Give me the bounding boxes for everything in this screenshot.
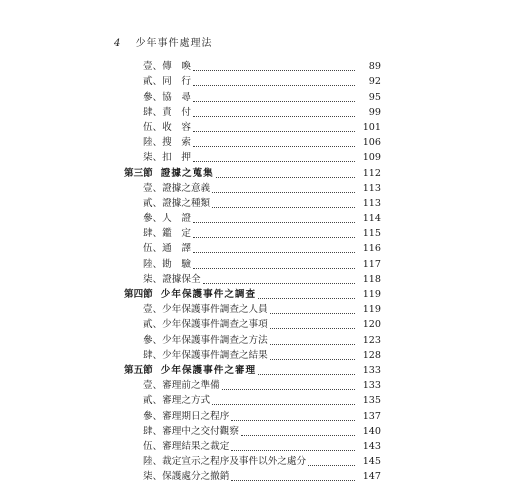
toc-entry-label: 伍、審理結果之裁定 (143, 440, 230, 452)
dot-leader (193, 69, 355, 71)
toc-page-number: 109 (362, 152, 381, 164)
toc-page-number: 106 (362, 137, 381, 149)
page-number: 4 (114, 38, 122, 49)
toc-page-number: 119 (362, 304, 381, 316)
section-title: 證據之蒐集 (160, 167, 214, 179)
toc-page-number: 113 (362, 197, 381, 209)
toc-entry-label: 貳、審理之方式 (143, 395, 211, 407)
toc-entry-row (0, 225, 520, 240)
dot-leader (212, 191, 355, 193)
dot-leader (258, 297, 355, 299)
toc-entry-label: 柒、扣 押 (143, 152, 191, 164)
toc-section-row (0, 362, 520, 377)
toc-page-number: 147 (362, 471, 381, 483)
toc-page-number: 145 (362, 456, 381, 468)
toc-entry-label: 肆、審理中之交付觀察 (143, 425, 239, 437)
toc-entry-row (0, 73, 520, 88)
toc-entry-label: 肆、責 付 (143, 106, 191, 118)
toc-page-number: 137 (362, 410, 381, 422)
dot-leader (231, 479, 355, 481)
dot-leader (270, 312, 355, 314)
toc-entry-label: 參、少年保護事件調查之方法 (143, 334, 268, 346)
dot-leader (193, 221, 355, 223)
dot-leader (231, 419, 355, 421)
toc-entry-label: 參、人 證 (143, 213, 191, 225)
dot-leader (241, 434, 355, 436)
toc-page-number: 120 (362, 319, 381, 331)
dot-leader (258, 373, 355, 375)
toc-page-number: 140 (362, 425, 381, 437)
section-title: 少年保護事件之審理 (160, 364, 257, 376)
toc-entry-row (0, 119, 520, 134)
toc-page-number: 116 (362, 243, 381, 255)
toc-entry-row (0, 423, 520, 438)
toc-entry-label: 壹、證據之意義 (143, 182, 211, 194)
toc-entry-row (0, 453, 520, 468)
toc-page-number: 118 (362, 273, 381, 285)
toc-entry-label: 伍、收 容 (143, 121, 191, 133)
toc-page-number: 99 (368, 106, 381, 118)
section-number: 第五節 (124, 364, 153, 376)
dot-leader (193, 267, 355, 269)
toc-entry-label: 肆、少年保護事件調查之結果 (143, 349, 268, 361)
toc-entry-label: 陸、裁定宣示之程序及事件以外之處分 (143, 456, 307, 468)
toc-entry-row (0, 407, 520, 422)
toc-page-number: 115 (362, 228, 381, 240)
toc-entry-label: 肆、鑑 定 (143, 228, 191, 240)
toc-page-number: 133 (362, 380, 381, 392)
dot-leader (193, 130, 355, 132)
dot-leader (222, 388, 355, 390)
toc-entry-label: 貳、同 行 (143, 76, 191, 88)
toc-entry-row (0, 316, 520, 331)
toc-entry-label: 參、審理期日之程序 (143, 410, 230, 422)
toc-entry-row (0, 255, 520, 270)
dot-leader (216, 176, 355, 178)
toc-entry-row (0, 331, 520, 346)
toc-entry-label: 陸、勘 驗 (143, 258, 191, 270)
section-title: 少年保護事件之調查 (160, 289, 257, 300)
toc-section-heading (124, 168, 214, 180)
toc-entry-label: 伍、通 譯 (143, 243, 191, 255)
dot-leader (193, 236, 355, 238)
dot-leader (193, 145, 355, 147)
toc-entry-row (0, 104, 520, 119)
section-number: 第四節 (124, 289, 153, 300)
toc-entry-row (0, 392, 520, 407)
book-title: 少年事件處理法 (135, 38, 213, 49)
toc-entry-label: 柒、證據保全 (143, 273, 201, 285)
toc-entry-row (0, 377, 520, 392)
toc-page-number: 114 (362, 213, 381, 225)
dot-leader (212, 403, 355, 405)
toc-entry-label: 壹、審理前之準備 (143, 380, 220, 392)
toc-entry-row (0, 134, 520, 149)
dot-leader (270, 358, 355, 360)
dot-leader (212, 206, 355, 208)
dot-leader (270, 327, 355, 329)
toc-entry-row (0, 180, 520, 195)
toc-page-number: 133 (362, 364, 381, 376)
dot-leader (270, 343, 355, 345)
toc-entry-row (0, 240, 520, 255)
toc-entry-row (0, 149, 520, 164)
toc-entry-label: 陸、搜 索 (143, 137, 191, 149)
toc-page-number: 119 (362, 289, 381, 300)
toc-entry-label: 壹、傳 喚 (143, 61, 191, 73)
toc-entry-row (0, 301, 520, 316)
toc-entry-row (0, 88, 520, 103)
dot-leader (193, 251, 355, 253)
toc-entry-label: 參、協 尋 (143, 91, 191, 103)
dot-leader (193, 160, 355, 162)
toc-entry-row (0, 438, 520, 453)
toc-page-number: 135 (362, 395, 381, 407)
table-of-contents (0, 58, 520, 483)
toc-entry-row (0, 58, 520, 73)
dot-leader (193, 115, 355, 117)
toc-entry-row (0, 210, 520, 225)
toc-page-number: 112 (362, 167, 381, 179)
toc-page-number: 95 (368, 91, 381, 103)
dot-leader (231, 449, 355, 451)
toc-page-number: 89 (368, 61, 381, 73)
toc-section-heading (124, 365, 256, 377)
toc-section-row (0, 286, 520, 301)
toc-entry-label: 貳、證據之種類 (143, 197, 211, 209)
toc-entry-row (0, 195, 520, 210)
toc-page-number: 92 (368, 76, 381, 88)
dot-leader (193, 84, 355, 86)
toc-page-number: 117 (362, 258, 381, 270)
running-header (114, 34, 213, 49)
toc-section-row (0, 164, 520, 179)
toc-page-number: 123 (362, 334, 381, 346)
toc-entry-row (0, 271, 520, 286)
toc-entry-row (0, 347, 520, 362)
dot-leader (203, 282, 355, 284)
toc-entry-label: 壹、少年保護事件調查之人員 (143, 304, 268, 316)
toc-entry-label: 貳、少年保護事件調查之事項 (143, 319, 268, 331)
toc-page-number: 143 (362, 440, 381, 452)
dot-leader (193, 100, 355, 102)
toc-entry-row (0, 468, 520, 483)
toc-page-number: 113 (362, 182, 381, 194)
toc-entry-label: 柒、保護處分之撤銷 (143, 471, 230, 483)
toc-page-number: 128 (362, 349, 381, 361)
toc-page-number: 101 (362, 121, 381, 133)
toc-section-heading (124, 289, 256, 301)
section-number: 第三節 (124, 167, 153, 179)
dot-leader (308, 464, 355, 466)
